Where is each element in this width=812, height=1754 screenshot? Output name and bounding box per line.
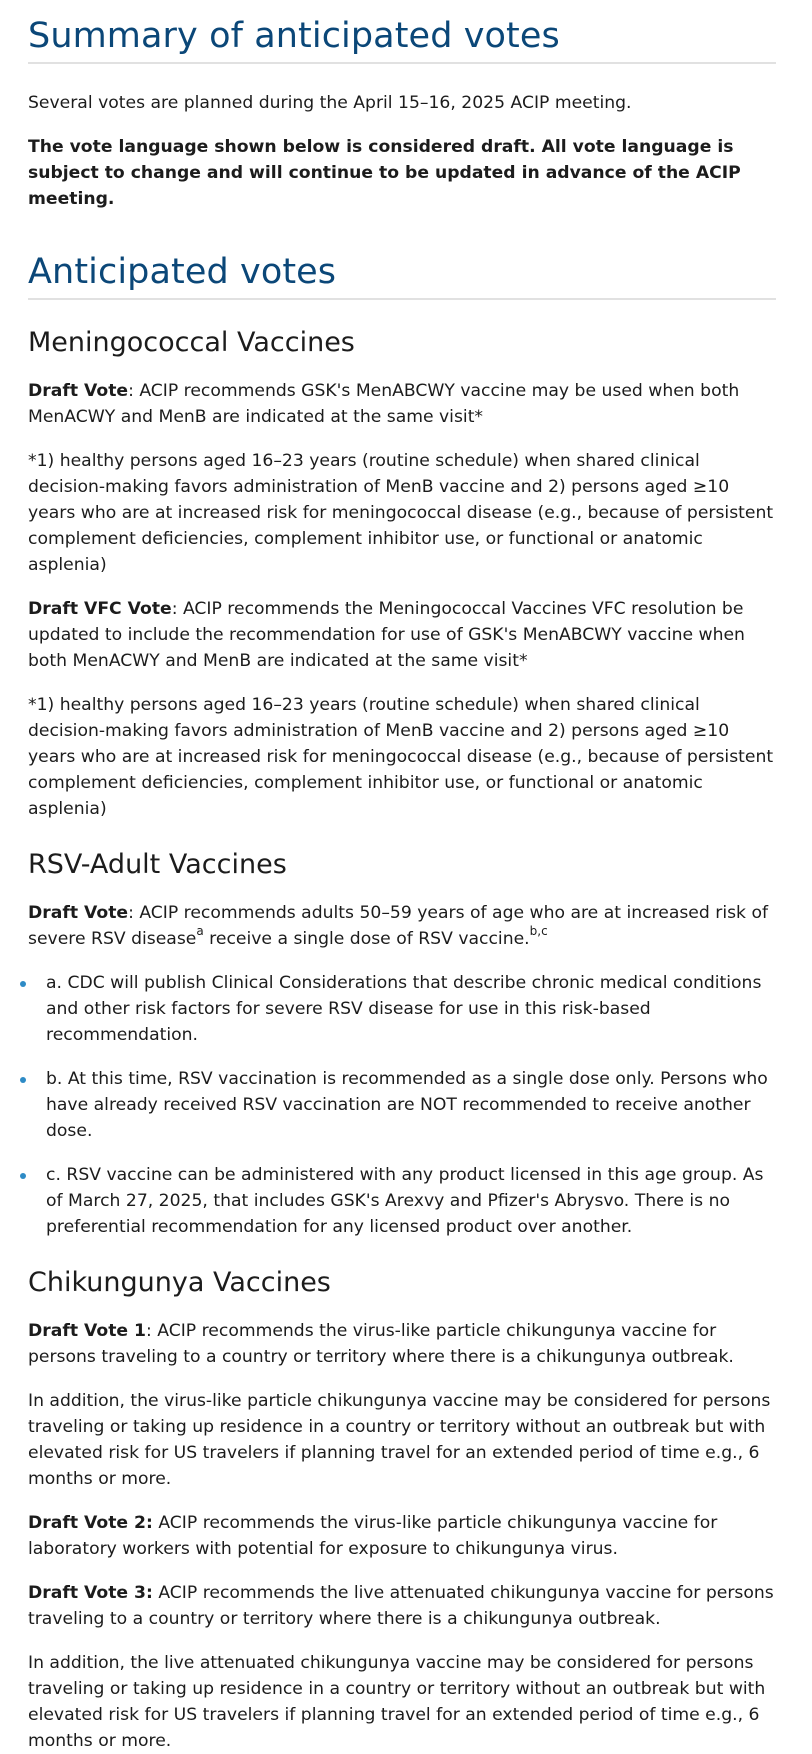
- meningococcal-draft-vote: [28, 378, 776, 430]
- draft-vote-1-label: Draft Vote 1: [28, 1321, 147, 1341]
- draft-vote-2-text: ACIP recommends the virus-like particle chikungunya vaccine for laboratory workers with potential for exposure to chikungunya virus.: [28, 1513, 718, 1559]
- chikungunya-vote-1-addition: In addition, the virus-like particle chikungunya vaccine may be considered for persons traveling or taking up residence in a country or territory without an outbreak but with elevated risk for US travelers if planning travel for an extended period of time e.g., 6 months or more.: [28, 1391, 771, 1489]
- rsv-footnote-list: [28, 970, 776, 1240]
- bullet-icon: [20, 1077, 26, 1083]
- footnote-text: b. At this time, RSV vaccination is recommended as a single dose only. Persons who have already received RSV vaccination are NOT recommended to receive another dose.: [46, 1069, 768, 1141]
- summary-title: Summary of anticipated votes: [28, 14, 776, 64]
- chikungunya-draft-vote-3: [28, 1580, 776, 1632]
- meningococcal-heading: Meningococcal Vaccines: [28, 327, 355, 358]
- footnote-ref-a: a: [196, 924, 204, 939]
- draft-vote-2-label: Draft Vote 2:: [28, 1513, 153, 1533]
- meningococcal-vfc-vote: [28, 596, 776, 674]
- vfc-vote-label: Draft VFC Vote: [28, 599, 172, 619]
- footnote-text: c. RSV vaccine can be administered with any product licensed in this age group. As of March 27, 2025, that includes GSK's Arexvy and Pfizer's Abrysvo. There is no preferential recommendation for any licensed product over another.: [46, 1165, 764, 1237]
- list-item: [28, 1066, 776, 1144]
- chikungunya-draft-vote-2: [28, 1510, 776, 1562]
- rsv-vote-text-1: : ACIP recommends adults 50–59 years of age who are at increased risk of severe RSV disease: [28, 903, 769, 949]
- draft-vote-3-label: Draft Vote 3:: [28, 1583, 153, 1603]
- draft-vote-label: Draft Vote: [28, 381, 129, 401]
- summary-notice: [28, 134, 776, 212]
- vfc-vote-text: : ACIP recommends the Meningococcal Vaccines VFC resolution be updated to include the recommendation for use of GSK's MenABCWY vaccine when both MenACWY and MenB are indicated at the same visit*: [28, 599, 745, 671]
- draft-notice-text: The vote language shown below is considered draft. All vote language is subject to change and will continue to be updated in advance of the ACIP meeting.: [28, 137, 741, 209]
- draft-vote-label: Draft Vote: [28, 903, 129, 923]
- list-item: [28, 970, 776, 1048]
- footnote-text: a. CDC will publish Clinical Considerations that describe chronic medical conditions and other risk factors for severe RSV disease for use in this risk-based recommendation.: [46, 973, 762, 1045]
- chikungunya-draft-vote-1: [28, 1318, 776, 1370]
- rsv-draft-vote: [28, 900, 776, 952]
- bullet-icon: [20, 1173, 26, 1179]
- draft-vote-3-text: ACIP recommends the live attenuated chikungunya vaccine for persons traveling to a country or territory where there is a chikungunya outbreak.: [28, 1583, 774, 1629]
- summary-intro: Several votes are planned during the April 15–16, 2025 ACIP meeting.: [28, 93, 632, 113]
- meningococcal-vote-footnote: *1) healthy persons aged 16–23 years (routine schedule) when shared clinical decision-making favors administration of MenB vaccine and 2) persons aged ≥10 years who are at increased risk for meningococcal disease (e.g., because of persistent complement deficiencies, complement inhibitor use, or functional or anatomic asplenia): [28, 451, 774, 575]
- chikungunya-vote-3-addition: In addition, the live attenuated chikungunya vaccine may be considered for persons traveling or taking up residence in a country or territory without an outbreak but with elevated risk for US travelers if planning travel for an extended period of time e.g., 6 months or more.: [28, 1653, 766, 1751]
- list-item: [28, 1162, 776, 1240]
- draft-vote-text: : ACIP recommends GSK's MenABCWY vaccine may be used when both MenACWY and MenB are indicated at the same visit*: [28, 381, 740, 427]
- rsv-heading: RSV-Adult Vaccines: [28, 849, 287, 880]
- chikungunya-heading: Chikungunya Vaccines: [28, 1267, 331, 1298]
- bullet-icon: [20, 981, 26, 987]
- draft-vote-1-text: : ACIP recommends the virus-like particle chikungunya vaccine for persons traveling to a country or territory where there is a chikungunya outbreak.: [28, 1321, 734, 1367]
- anticipated-votes-title: Anticipated votes: [28, 250, 776, 300]
- meningococcal-vfc-footnote: *1) healthy persons aged 16–23 years (routine schedule) when shared clinical decision-making favors administration of MenB vaccine and 2) persons aged ≥10 years who are at increased risk for meningococcal disease (e.g., because of persistent complement deficiencies, complement inhibitor use, or functional or anatomic asplenia): [28, 695, 774, 819]
- rsv-vote-text-2: receive a single dose of RSV vaccine.: [203, 929, 530, 949]
- footnote-ref-bc: b,c: [529, 924, 548, 939]
